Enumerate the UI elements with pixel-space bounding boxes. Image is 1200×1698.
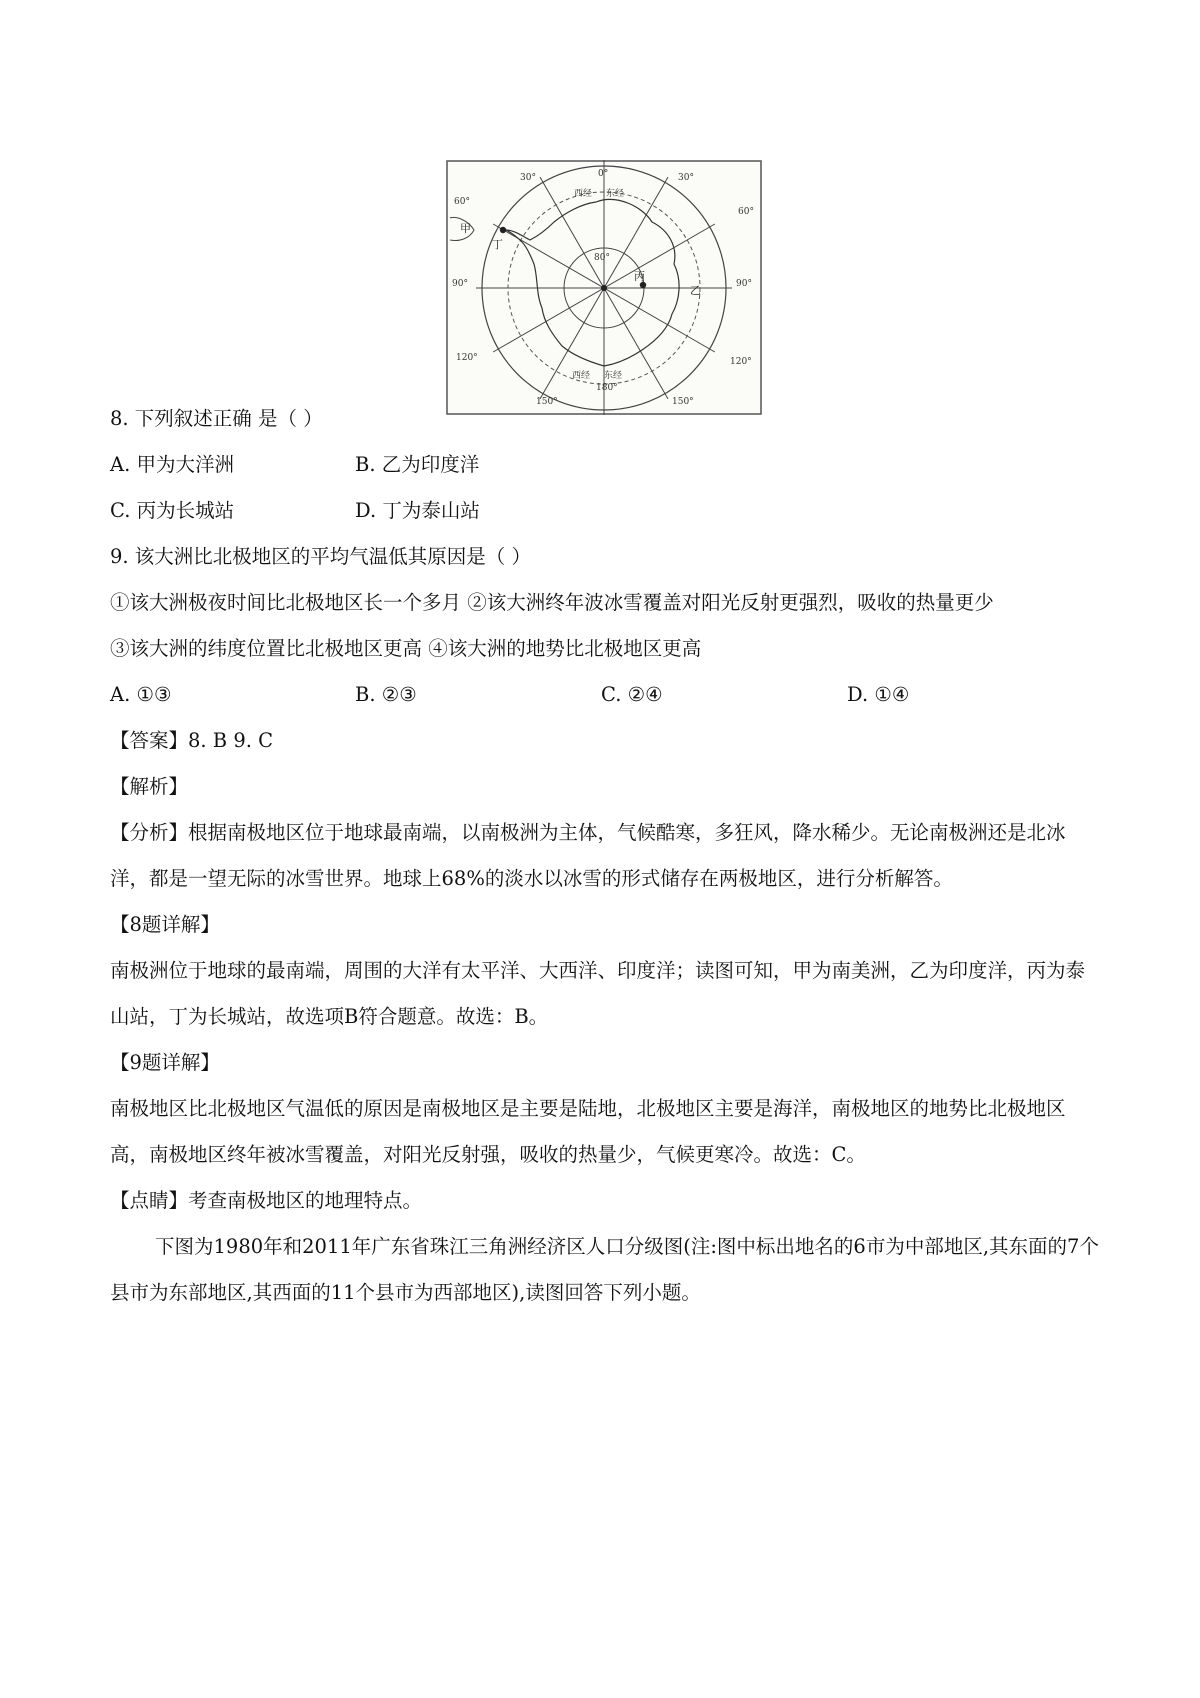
label-lon-90e: 90° <box>736 279 752 289</box>
q8-detail-heading: 【8题详解】 <box>110 913 220 936</box>
q9-option-d: D. ①④ <box>847 683 910 706</box>
antarctica-polar-map <box>446 160 762 415</box>
q9-statement-1: ①该大洲极夜时间比北极地区长一个多月 ②该大洲终年波冰雪覆盖对阳光反射更强烈，吸收的热量更少 <box>110 591 994 614</box>
q9-option-c: C. ②④ <box>601 683 663 706</box>
q8-option-b: B. 乙为印度洋 <box>355 453 480 476</box>
label-lon-0: 0° <box>598 169 609 179</box>
label-west-bottom: 西经 <box>572 371 591 381</box>
label-lon-120e: 120° <box>730 357 752 367</box>
label-yi: 乙 <box>690 284 701 297</box>
label-east-top: 东经 <box>606 189 625 199</box>
q9-detail-heading: 【9题详解】 <box>110 1051 220 1074</box>
label-lon-60w: 60° <box>454 197 470 207</box>
q9-detail-paragraph: 南极地区比北极地区气温低的原因是南极地区是主要是陆地，北极地区主要是海洋，南极地区的地势比北极地区高，南极地区终年被冰雪覆盖，对阳光反射强，吸收的热量少，气候更寒冷。故选：C。 <box>110 1097 1066 1166</box>
analysis-heading: 【解析】 <box>110 775 189 798</box>
analysis-paragraph: 【分析】根据南极地区位于地球最南端，以南极洲为主体，气候酷寒，多狂风，降水稀少。无论南极洲还是北冰洋，都是一望无际的冰雪世界。地球上68%的淡水以冰雪的形式储存在两极地区，进行分析解答。 <box>110 821 1066 890</box>
label-east-bottom: 东经 <box>604 371 623 381</box>
q9-option-b: B. ②③ <box>355 683 417 706</box>
label-lon-150e: 150° <box>672 397 694 407</box>
label-jia: 甲 <box>460 222 471 235</box>
label-bing: 丙 <box>634 270 645 283</box>
label-lon-90w: 90° <box>452 279 468 289</box>
q8-option-a: A. 甲为大洋洲 <box>110 453 234 476</box>
q8-detail-paragraph: 南极洲位于地球的最南端，周围的大洋有太平洋、大西洋、印度洋；读图可知，甲为南美洲，乙为印度洋，丙为泰山站，丁为长城站，故选项B符合题意。故选：B。 <box>110 959 1086 1028</box>
label-lon-120w: 120° <box>456 353 478 363</box>
next-section-intro: 下图为1980年和2011年广东省珠江三角洲经济区人口分级图(注:图中标出地名的6市为中部地区,其东面的7个县市为东部地区,其西面的11个县市为西部地区),读图回答下列小题。 <box>110 1235 1099 1304</box>
q8-stem: 8. 下列叙述正确 是（ ） <box>110 407 323 430</box>
q9-stem: 9. 该大洲比北极地区的平均气温低其原因是（ ） <box>110 545 532 568</box>
label-lon-180: 180° <box>596 383 618 393</box>
label-lat-80: 80° <box>594 253 610 263</box>
q9-option-a: A. ①③ <box>110 683 172 706</box>
ding-station-dot <box>500 227 506 233</box>
tip-line: 【点睛】考查南极地区的地理特点。 <box>110 1189 423 1212</box>
q8-option-d: D. 丁为泰山站 <box>355 499 480 522</box>
q9-statement-2: ③该大洲的纬度位置比北极地区更高 ④该大洲的地势比北极地区更高 <box>110 637 702 660</box>
label-west-top: 西经 <box>574 189 593 199</box>
label-lon-150w: 150° <box>536 397 558 407</box>
q8-option-c: C. 丙为长城站 <box>110 499 235 522</box>
answer-line: 【答案】8. B 9. C <box>110 729 274 752</box>
label-ding: 丁 <box>492 238 503 251</box>
south-pole-dot <box>601 285 607 291</box>
label-lon-30e: 30° <box>678 173 694 183</box>
label-lon-30w: 30° <box>520 173 536 183</box>
label-lon-60e: 60° <box>738 207 754 217</box>
